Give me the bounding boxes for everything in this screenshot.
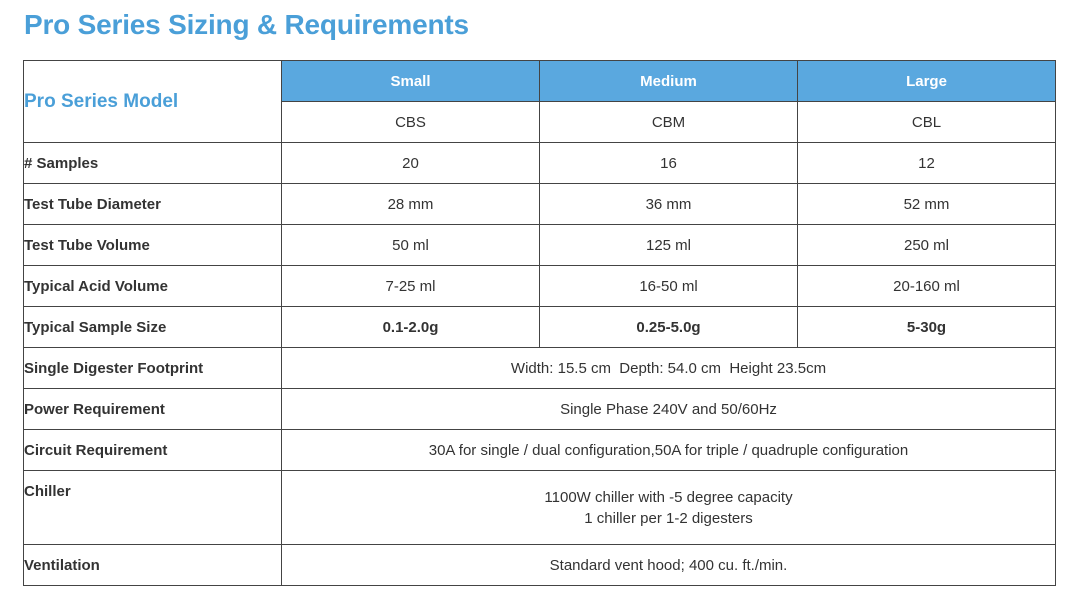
- ventilation-value: Standard vent hood; 400 cu. ft./min.: [282, 545, 1056, 586]
- row-label-acid: Typical Acid Volume: [24, 266, 282, 307]
- sample-size-medium: 0.25-5.0g: [540, 307, 798, 348]
- chiller-line-2: 1 chiller per 1-2 digesters: [584, 509, 753, 527]
- volume-medium: 125 ml: [540, 225, 798, 266]
- table-row-diameter: [24, 184, 1056, 225]
- acid-small: 7-25 ml: [282, 266, 540, 307]
- model-small: CBS: [282, 102, 540, 143]
- size-header-medium: Medium: [540, 61, 798, 102]
- chiller-line-1: 1100W chiller with -5 degree capacity: [544, 488, 793, 506]
- model-medium: CBM: [540, 102, 798, 143]
- table-row-volume: [24, 225, 1056, 266]
- row-label-volume: Test Tube Volume: [24, 225, 282, 266]
- row-label-chiller: Chiller: [24, 471, 282, 545]
- table-row-circuit: [24, 430, 1056, 471]
- acid-large: 20-160 ml: [798, 266, 1056, 307]
- table-row-acid: [24, 266, 1056, 307]
- size-header-small: Small: [282, 61, 540, 102]
- row-label-sample-size: Typical Sample Size: [24, 307, 282, 348]
- row-label-circuit: Circuit Requirement: [24, 430, 282, 471]
- table-header-row: [24, 61, 1056, 102]
- table-row-ventilation: [24, 545, 1056, 586]
- sizing-table: [23, 60, 1056, 586]
- model-label: Pro Series Model: [24, 61, 282, 143]
- row-label-power: Power Requirement: [24, 389, 282, 430]
- page-title: Pro Series Sizing & Requirements: [24, 9, 469, 40]
- samples-medium: 16: [540, 143, 798, 184]
- circuit-value: 30A for single / dual configuration,50A for triple / quadruple configuration: [282, 430, 1056, 471]
- size-header-large: Large: [798, 61, 1056, 102]
- acid-medium: 16-50 ml: [540, 266, 798, 307]
- row-label-ventilation: Ventilation: [24, 545, 282, 586]
- sample-size-small: 0.1-2.0g: [282, 307, 540, 348]
- volume-small: 50 ml: [282, 225, 540, 266]
- table-row-footprint: [24, 348, 1056, 389]
- diameter-large: 52 mm: [798, 184, 1056, 225]
- chiller-value: [282, 471, 1056, 545]
- model-large: CBL: [798, 102, 1056, 143]
- row-label-diameter: Test Tube Diameter: [24, 184, 282, 225]
- diameter-small: 28 mm: [282, 184, 540, 225]
- table-row-chiller: [24, 471, 1056, 545]
- row-label-samples: # Samples: [24, 143, 282, 184]
- table-row-samples: [24, 143, 1056, 184]
- row-label-footprint: Single Digester Footprint: [24, 348, 282, 389]
- diameter-medium: 36 mm: [540, 184, 798, 225]
- samples-large: 12: [798, 143, 1056, 184]
- samples-small: 20: [282, 143, 540, 184]
- volume-large: 250 ml: [798, 225, 1056, 266]
- power-value: Single Phase 240V and 50/60Hz: [282, 389, 1056, 430]
- table-row-power: [24, 389, 1056, 430]
- footprint-value: Width: 15.5 cm Depth: 54.0 cm Height 23.5cm: [282, 348, 1056, 389]
- sample-size-large: 5-30g: [798, 307, 1056, 348]
- table-row-sample-size: [24, 307, 1056, 348]
